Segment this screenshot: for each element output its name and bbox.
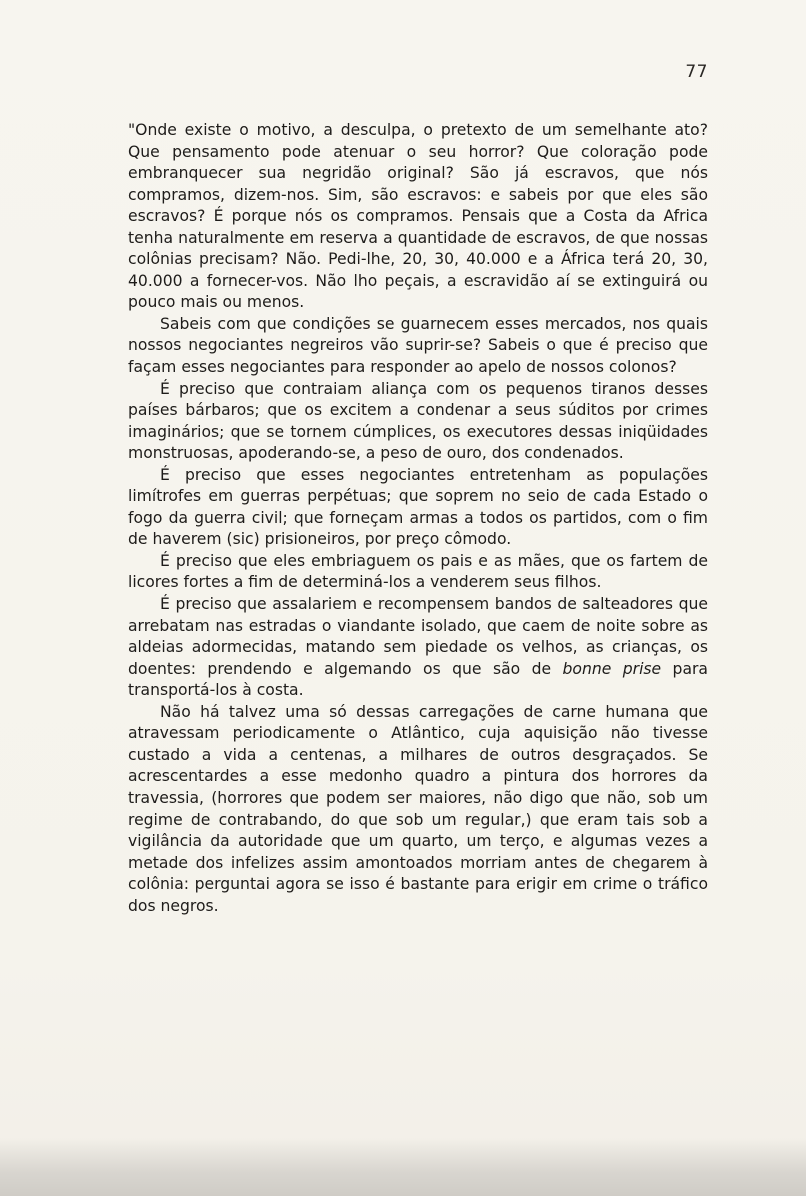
paragraph-7: Não há talvez uma só dessas carregações de carne humana que atravessam periodicamente o Atlântico, cuja aquisição não tivesse custado a vida a centenas, a milhares de outros desgraçados. Se acrescentardes a esse medonho quadro a pintura dos horrores da travessia, (horrores que podem ser maiores, não digo que não, sob um regime de contrabando, do que sob um regular,) que eram tais sob a vigilância da autoridade que um quarto, um terço, e algumas vezes a metade dos infelizes assim amontoados morriam antes de chegarem à colônia: perguntai agora se isso é bastante para erigir em crime o tráfico dos negros. — [128, 702, 708, 915]
page-bottom-shadow — [0, 1138, 806, 1196]
paragraph-2: Sabeis com que condições se guarnecem esses mercados, nos quais nossos negociantes negreiros vão suprir-se? Sabeis o que é preciso que façam esses negociantes para responder ao apelo de nossos colonos? — [128, 314, 708, 377]
paragraph-1: "Onde existe o motivo, a desculpa, o pretexto de um semelhante ato? Que pensamento pode atenuar o seu horror? Que coloração pode embranquecer sua negridão original? São já escravos, que nós compramos, dizem-nos. Sim, são escravos: e sabeis por que eles são escravos? É porque nós os compramos. Pensais que a Costa da Africa tenha naturalmente em reserva a quantidade de escravos, de que nossas colônias precisam? Não. Pedi-lhe, 20, 30, 40.000 e a África terá 20, 30, 40.000 a fornecer-vos. Não lho peçais, a escravidão aí se extinguirá ou pouco mais ou menos. — [128, 121, 708, 312]
paragraph-6-text-start: É preciso que assalariem e recompensem bandos de salteadores que arrebatam nas estradas o viandante isolado, que caem de noite sobre as aldeias adormecidas, matando sem piedade os velhos, as crianças, os doentes: prendendo e algemando os que são de — [128, 595, 708, 678]
paragraph-4: É preciso que esses negociantes entretenham as populações limítrofes em guerras perpétuas; que soprem no seio de cada Estado o fogo da guerra civil; que forneçam armas a todos os partidos, com o fim de haverem (sic) prisioneiros, por preço cômodo. — [128, 465, 708, 549]
paragraph-5: É preciso que eles embriaguem os pais e as mães, que os fartem de licores fortes a fim de determiná-los a venderem seus filhos. — [128, 551, 708, 592]
italic-phrase: bonne prise — [562, 659, 662, 678]
page-number: 77 — [685, 62, 708, 82]
paragraph-3: É preciso que contraiam aliança com os pequenos tiranos desses países bárbaros; que os excitem a condenar a seus súditos por crimes imaginários; que se tornem cúmplices, os executores dessas iniqüidades monstruosas, apoderando-se, a peso de ouro, dos condenados. — [128, 379, 708, 463]
paragraph-6-text-end: para transportá-los à costa. — [128, 659, 708, 700]
paragraph-6 — [128, 594, 708, 702]
body-text — [128, 120, 708, 917]
